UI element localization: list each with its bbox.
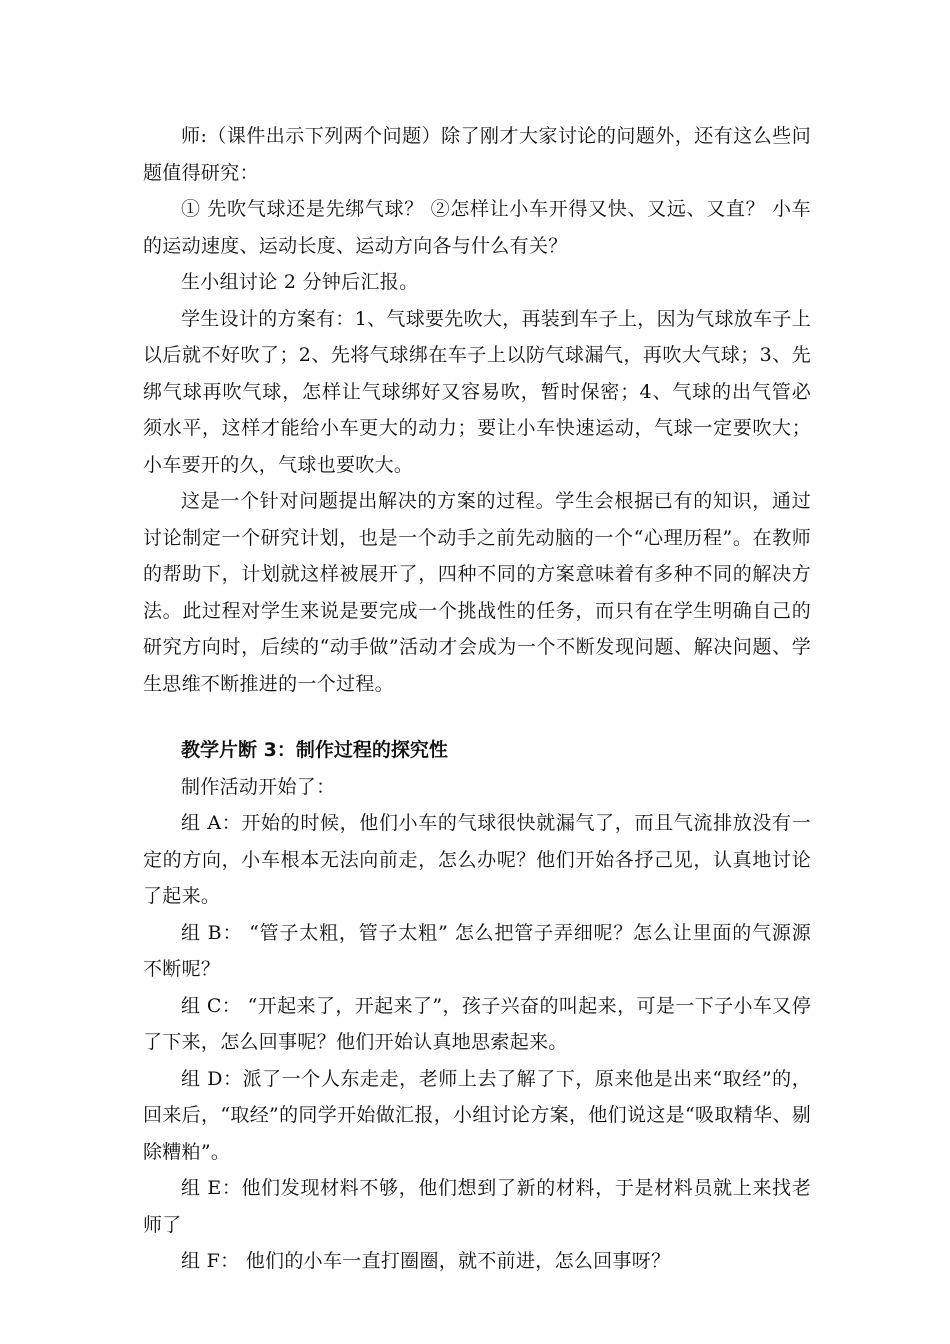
paragraph-group-a: 组 A：开始的时候，他们小车的气球很快就漏气了，而且气流排放没有一定的方向，小车根本无法向前走，怎么办呢？他们开始各抒己见，认真地讨论了起来。	[143, 812, 811, 907]
document-page	[143, 118, 811, 1280]
paragraph-group-b: 组 B： “管子太粗，管子太粗” 怎么把管子弄细呢？怎么让里面的气源源不断呢？	[143, 921, 811, 980]
paragraph-analysis: 这是一个针对问题提出解决的方案的过程。学生会根据已有的知识，通过讨论制定一个研究计划，也是一个动手之前先动脑的一个“心理历程”。在教师的帮助下，计划就这样被展开了，四种不同的方案意味着有多种不同的解决方法。此过程对学生来说是要完成一个挑战性的任务，而只有在学生明确自己的研究方向时，后续的“动手做”活动才会成为一个不断发现问题、解决问题、学生思维不断推进的一个过程。	[143, 490, 811, 695]
paragraph-group-c: 组 C： “开起来了，开起来了”，孩子兴奋的叫起来，可是一下子小车又停了下来，怎么回事呢？他们开始认真地思索起来。	[143, 994, 811, 1053]
paragraph-teacher-question: 师:（课件出示下列两个问题）除了刚才大家讨论的问题外，还有这么些问题值得研究：	[143, 125, 811, 184]
paragraph-group-discussion: 生小组讨论 2 分钟后汇报。	[181, 271, 419, 293]
paragraph-research-questions: ① 先吹气球还是先绑气球？ ②怎样让小车开得又快、又远、又直？ 小车的运动速度、运动长度、运动方向各与什么有关？	[143, 198, 811, 257]
paragraph-group-e: 组 E：他们发现材料不够，他们想到了新的材料，于是材料员就上来找老师了	[143, 1177, 811, 1236]
paragraph-activity-start: 制作活动开始了：	[181, 775, 336, 798]
paragraph-group-d: 组 D：派了一个人东走走，老师上去了解了下，原来他是出来“取经”的，回来后，“取经”的同学开始做汇报，小组讨论方案，他们说这是“吸取精华、剔除糟粕”。	[143, 1067, 811, 1163]
paragraph-student-plans: 学生设计的方案有：1、气球要先吹大，再装到车子上，因为气球放车子上以后就不好吹了；2、先将气球绑在车子上以防气球漏气，再吹大气球；3、先绑气球再吹气球，怎样让气球绑好又容易吹，暂时保密；4、气球的出气管必须水平，这样才能给小车更大的动力；要让小车快速运动，气球一定要吹大；小车要开的久，气球也要吹大。	[143, 307, 811, 476]
paragraph-group-f: 组 F： 他们的小车一直打圈圈，就不前进，怎么回事呀？	[181, 1250, 671, 1272]
section-heading: 教学片断 3：制作过程的探究性	[181, 739, 448, 761]
